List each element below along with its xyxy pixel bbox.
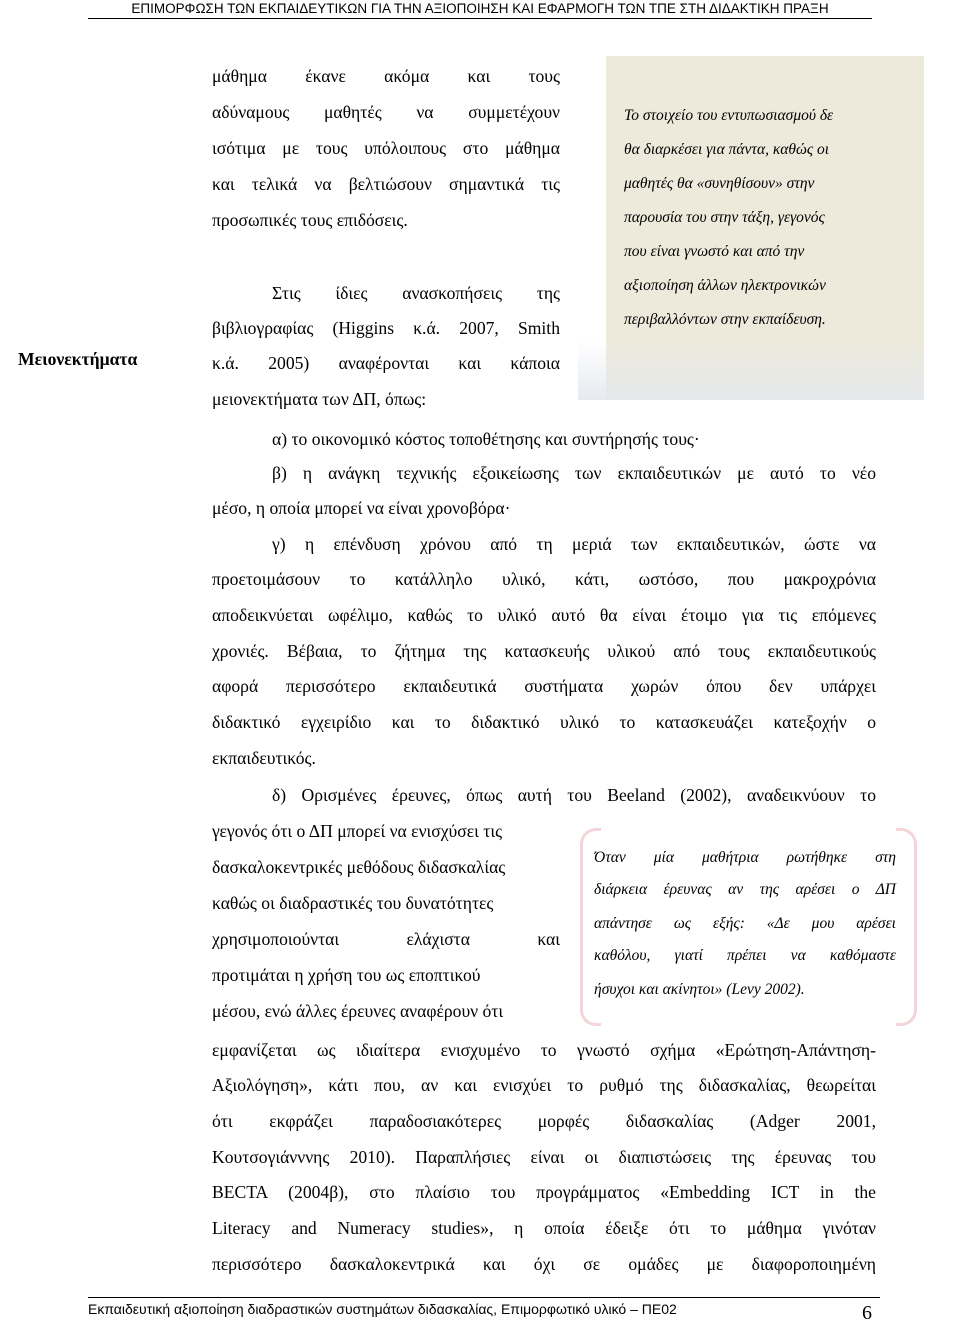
closing-line-6: Literacy and Numeracy studies», η οποία έδειξε ότι το μάθημα γινόταν [212,1218,876,1238]
closing-line-1: εμφανίζεται ως ιδιαίτερα ενισχυμένο το γνωστό σχήμα «Ερώτηση-Απάντηση- [212,1040,876,1060]
callout-line-6: αξιοποίηση άλλων ηλεκτρονικών [624,277,826,294]
item-g-line-4: χρονιές. Βέβαια, το ζήτημα της κατασκευής υλικού από τους εκπαιδευτικούς [212,641,876,661]
left-line-4: και τελικά να βελτιώσουν σημαντικά τις [212,174,560,194]
quote-line-3: απάντησε ως εξής: «Δε μου αρέσει [594,915,896,932]
callout-line-2: θα διαρκέσει για πάντα, καθώς οι [624,141,830,158]
item-g-line-3: αποδεικνύεται ωφέλιμο, καθώς το υλικό αυτό θα είναι έτοιμο για τις επόμενες [212,605,876,625]
item-a: α) το οικονομικό κόστος τοποθέτησης και συντήρησής τους· [272,429,700,449]
header-rule [88,18,872,19]
left2-line-2: δασκαλοκεντρικές μεθόδους διδασκαλίας [212,857,506,877]
left-line-9: μειονεκτήματα των ΔΠ, όπως: [212,389,427,409]
item-b-line-1: β) η ανάγκη τεχνικής εξοικείωσης των εκπαιδευτικών με αυτό το νέο [272,463,876,483]
callout-shadow [578,340,924,400]
closing-line-5: BECTA (2004β), στο πλαίσιο του προγράμματος «Embedding ICT in the [212,1182,876,1202]
callout-line-1: Το στοιχείο του εντυπωσιασμού δε [624,107,834,124]
left2-line-1: γεγονός ότι ο ΔΠ μπορεί να ενισχύσει τις [212,821,503,841]
left2-line-3: καθώς οι διαδραστικές του δυνατότητες [212,893,494,913]
quote-line-1: Όταν μία μαθήτρια ρωτήθηκε στη [594,849,896,866]
closing-line-4: Κουτσογιάνννης 2010). Παραπλήσιες είναι οι διαπιστώσεις της έρευνας του [212,1147,876,1167]
running-footer: Εκπαιδευτική αξιοποίηση διαδραστικών συστημάτων διδασκαλίας, Επιμορφωτικό υλικό – ΠΕ02 [88,1301,677,1317]
quote-line-2: διάρκεια έρευνας αν της αρέσει ο ΔΠ [594,881,896,898]
left-line-1: μάθημα έκανε ακόμα και τους [212,66,560,86]
closing-line-2: Αξιολόγηση», κάτι που, αν και ενισχύει το ρυθμό της διδασκαλίας, θεωρείται [212,1075,876,1095]
item-g-line-2: προετοιμάσουν το κατάλληλο υλικό, κάτι, ωστόσο, που μακροχρόνια [212,569,876,589]
left-line-5: προσωπικές τους επιδόσεις. [212,210,408,230]
left-line-3: ισότιμα με τους υπόλοιπους στο μάθημα [212,138,560,158]
left2-line-4: χρησιμοποιούνται ελάχιστα και [212,929,560,949]
margin-label: Μειονεκτήματα [18,349,138,369]
closing-line-7: περισσότερο δασκαλοκεντρικά και όχι σε ομάδες με διαφοροποιημένη [212,1254,876,1274]
left-line-6: Στις ίδιες ανασκοπήσεις της [272,283,560,303]
callout-line-7: περιβαλλόντων στην εκπαίδευση. [624,311,826,328]
left2-line-5: προτιμάται η χρήση του ως εποπτικού [212,965,481,985]
footer-rule [88,1297,880,1298]
item-g-line-7: εκπαιδευτικός. [212,748,316,768]
item-d-line-1: δ) Ορισμένες έρευνες, όπως αυτή του Beeland (2002), αναδεικνύουν το [272,785,876,805]
item-g-line-5: αφορά περισσότερο εκπαιδευτικά συστήματα χωρών όπου δεν υπάρχει [212,676,876,696]
running-header: ΕΠΙΜΟΡΦΩΣΗ ΤΩΝ ΕΚΠΑΙΔΕΥΤΙΚΩΝ ΓΙΑ ΤΗΝ ΑΞΙΟΠΟΙΗΣΗ ΚΑΙ ΕΦΑΡΜΟΓΗ ΤΩΝ ΤΠΕ ΣΤΗ ΔΙΔΑΚΤΙΚΗ ΠΡΑΞΗ [131,1,829,16]
left2-line-6: μέσου, ενώ άλλες έρευνες αναφέρουν ότι [212,1001,504,1021]
quote-bracket-right [896,828,917,1026]
quote-line-4: καθόλου, γιατί πρέπει να καθόμαστε [594,947,896,964]
quote-line-5: ήσυχοι και ακίνητοι» (Levy 2002). [594,981,805,998]
left-line-8: κ.ά. 2005) αναφέρονται και κάποια [212,353,560,373]
callout-line-5: που είναι γνωστό και από την [624,243,805,260]
left-line-2: αδύναμους μαθητές να συμμετέχουν [212,102,560,122]
item-b-line-2: μέσο, η οποία μπορεί να είναι χρονοβόρα· [212,498,511,518]
closing-line-3: ότι εκφράζει παραδοσιακότερες μορφές διδασκαλίας (Adger 2001, [212,1111,876,1131]
callout-line-3: μαθητές θα «συνηθίσουν» στην [624,175,815,192]
page-number: 6 [862,1302,872,1324]
left-line-7: βιβλιογραφίας (Higgins κ.ά. 2007, Smith [212,318,560,338]
item-g-line-6: διδακτικό εγχειρίδιο και το διδακτικό υλικό το κατασκευάζει κατεξοχήν ο [212,712,876,732]
callout-line-4: παρουσία του στην τάξη, γεγονός [624,209,825,226]
item-g-line-1: γ) η επένδυση χρόνου από τη μεριά των εκπαιδευτικών, ώστε να [272,534,876,554]
